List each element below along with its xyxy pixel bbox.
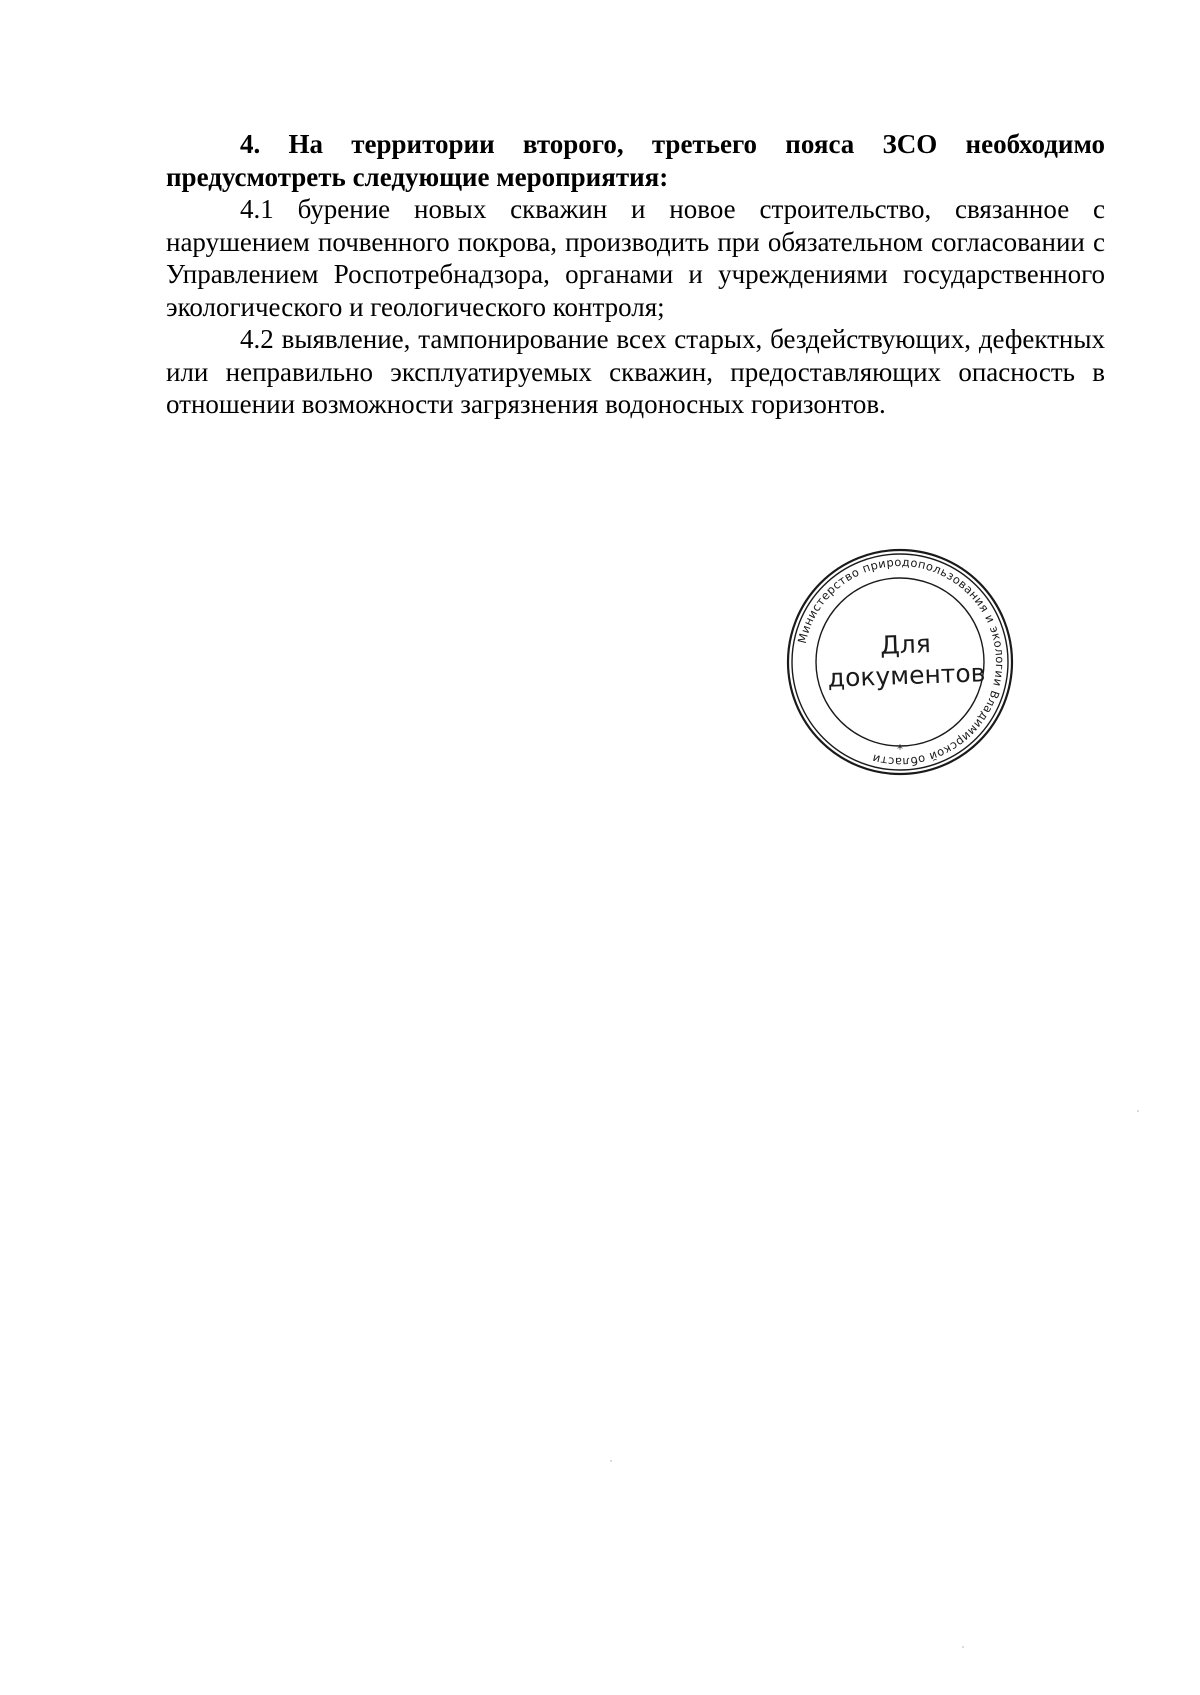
- scan-speck: [1137, 1110, 1139, 1112]
- scan-speck: [610, 1460, 612, 1462]
- stamp-center-line2: документов: [827, 658, 986, 693]
- document-body: [166, 128, 1105, 421]
- stamp-center-line1: Для: [879, 629, 932, 660]
- stamp-star: *: [897, 742, 903, 756]
- scan-speck: [962, 1646, 964, 1648]
- section-heading: 4. На территории второго, третьего пояса ЗСО необходимо предусмотреть следующие мероприятия:: [166, 129, 1105, 192]
- list-item-4-1: 4.1 бурение новых скважин и новое строительство, связанное с нарушением почвенного покрова, производить при обязательном согласовании с Управлением Роспотребнадзора, органами и учреждениями государственного экологического и геологического контроля;: [166, 194, 1105, 322]
- list-item-4-2: 4.2 выявление, тампонирование всех старых, бездействующих, дефектных или неправильно эксплуатируемых скважин, предоставляющих опасность в отношении возможности загрязнения водоносных горизонтов.: [166, 324, 1105, 419]
- stamp-center-text: [787, 541, 1025, 779]
- official-stamp: [785, 547, 1015, 777]
- stamp-ring-text: Министерство природопользования и экологии Владимирской области: [794, 554, 1008, 770]
